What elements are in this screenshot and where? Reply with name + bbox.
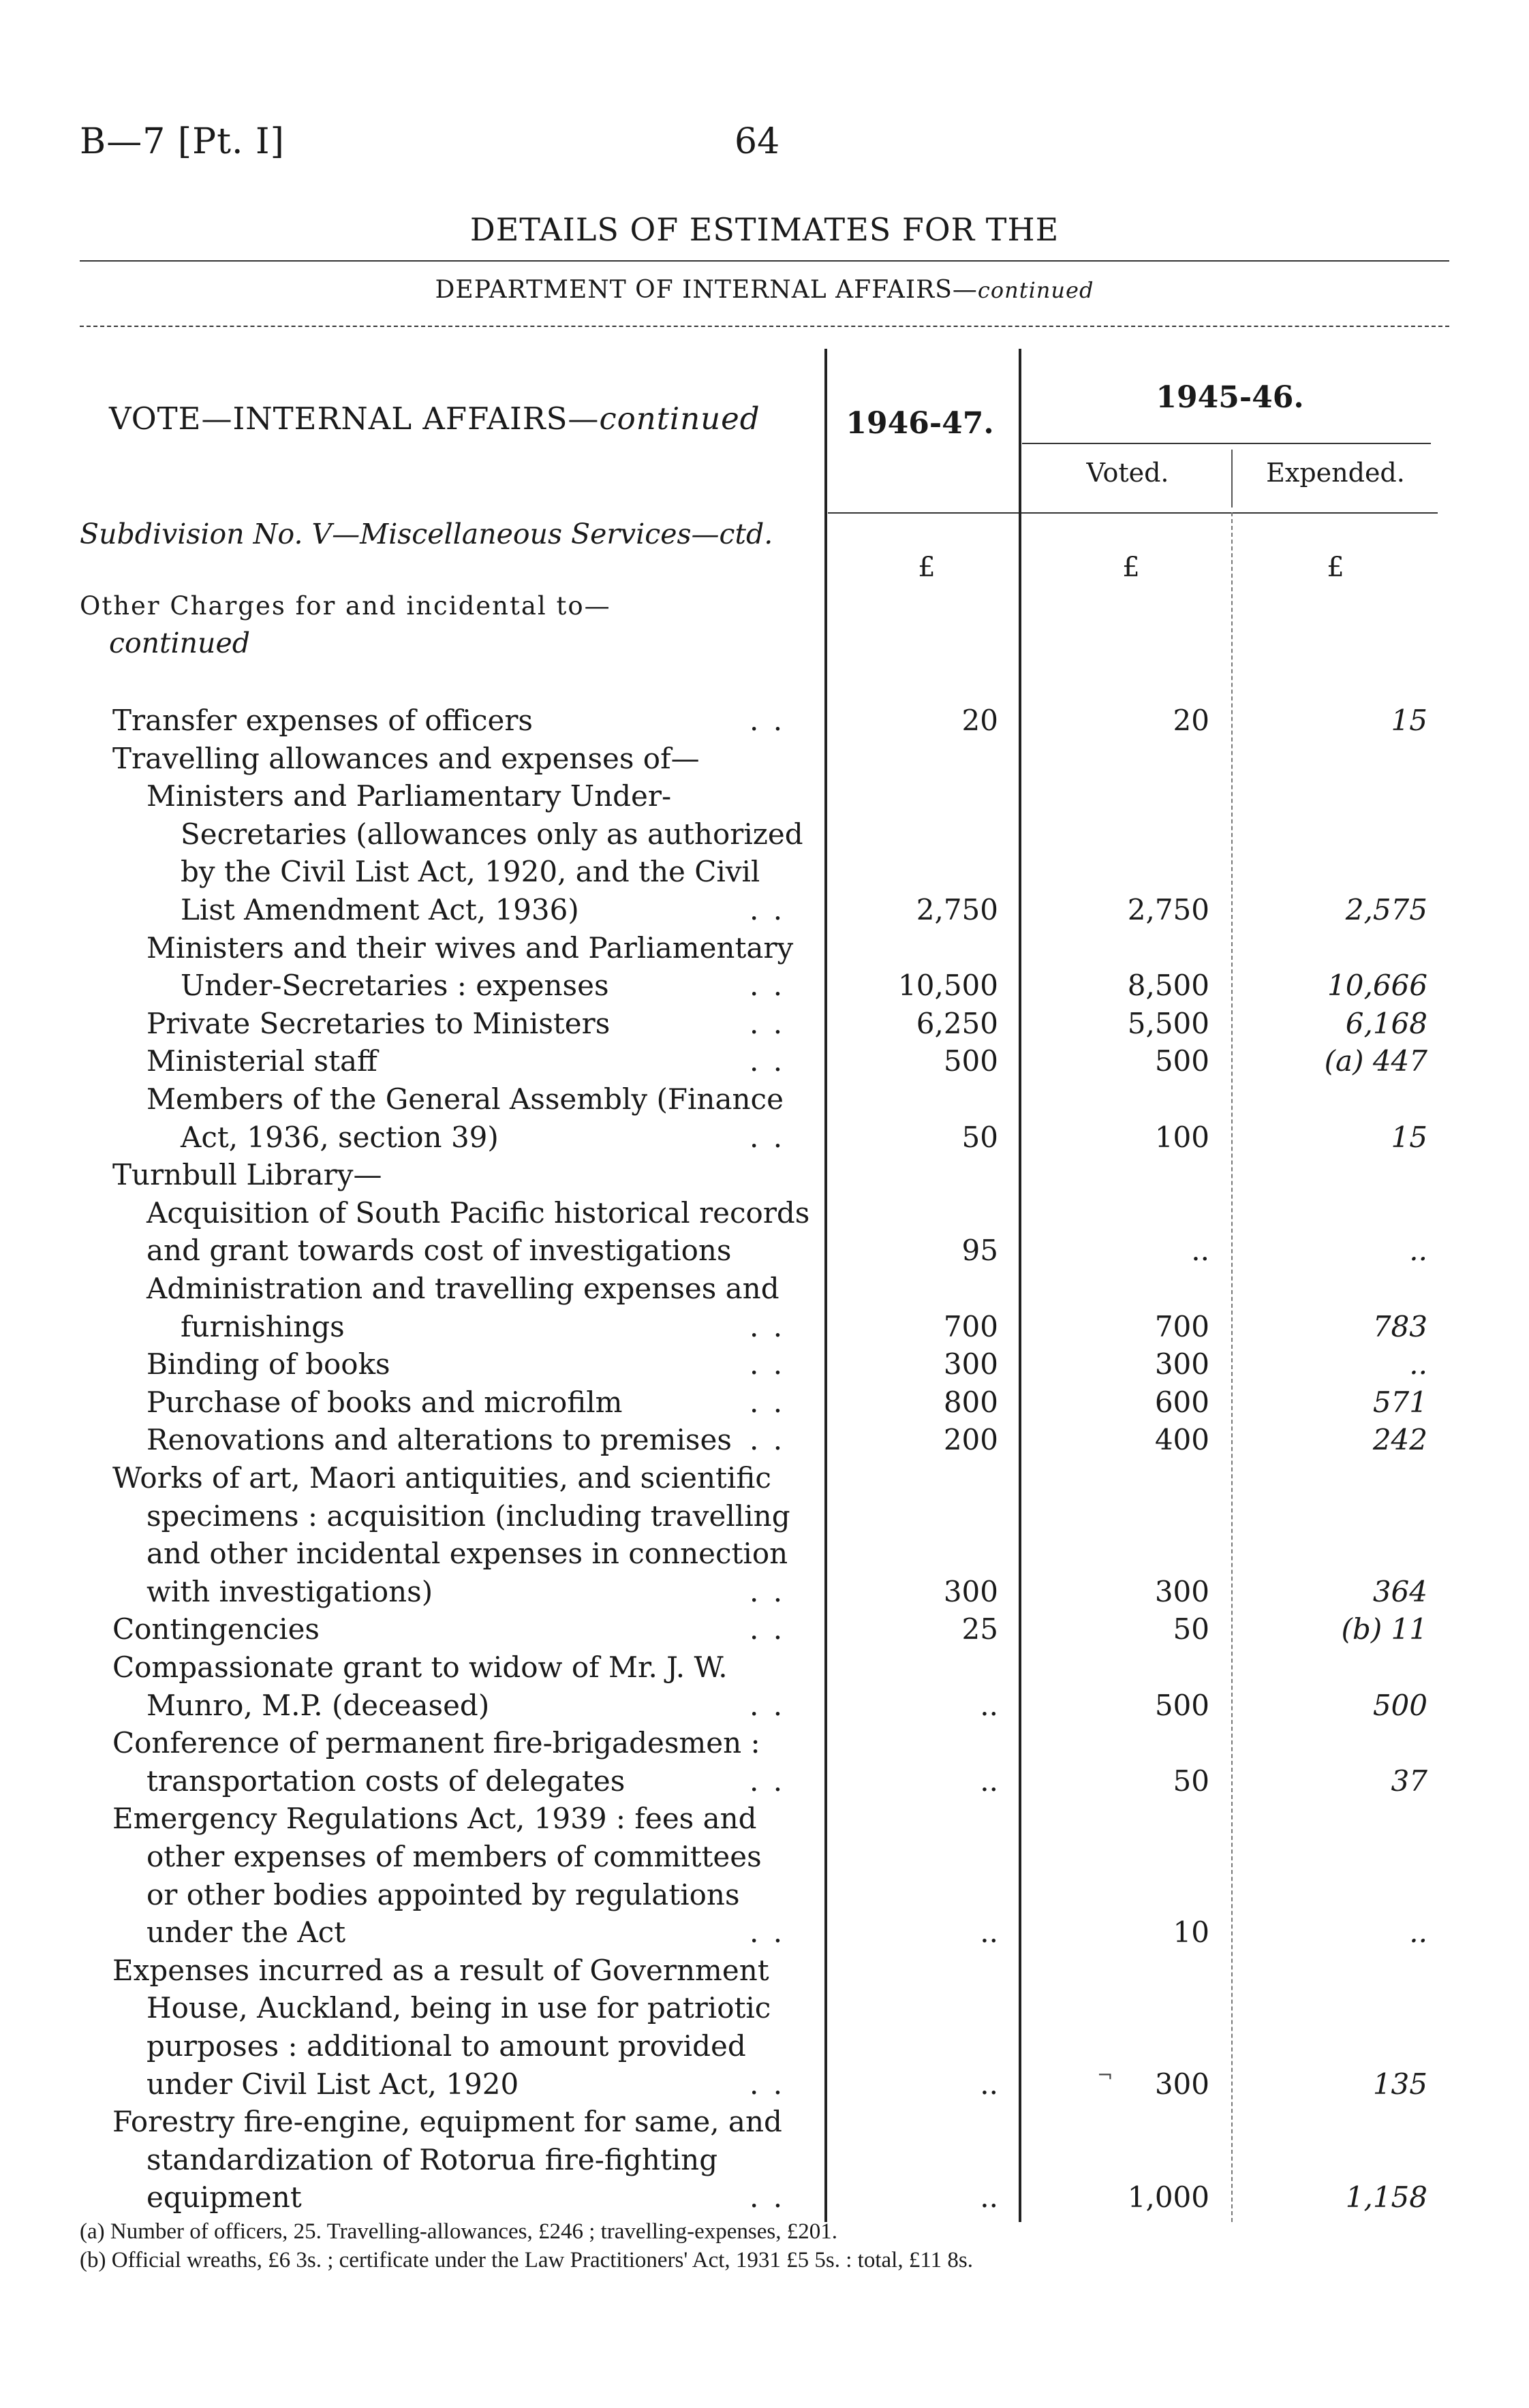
amount-1946-47: 700 bbox=[943, 1309, 998, 1343]
leader-dots: . . bbox=[750, 1574, 786, 1608]
estimate-line-text: Conference of permanent fire-brigadesmen : bbox=[112, 1726, 760, 1760]
estimate-line-text: Act, 1936, section 39) bbox=[181, 1120, 499, 1154]
estimate-line-text: Private Secretaries to Ministers bbox=[146, 1006, 611, 1040]
column-rule-3-head bbox=[1231, 450, 1233, 507]
amount-1945-46-voted: 300 bbox=[1154, 1347, 1209, 1381]
amount-1945-46-expended: (a) 447 bbox=[1324, 1044, 1427, 1078]
header-bottom-rule bbox=[828, 512, 1438, 514]
estimate-line-text: Secretaries (allowances only as authorized bbox=[181, 817, 803, 851]
leader-dots: . . bbox=[750, 1006, 786, 1040]
amount-1946-47: .. bbox=[980, 2067, 998, 2101]
amount-1945-46-voted: 400 bbox=[1154, 1423, 1209, 1457]
leader-dots: . . bbox=[750, 1612, 786, 1646]
leader-dots: . . bbox=[750, 1347, 786, 1381]
estimate-line-text: under Civil List Act, 1920 bbox=[146, 2067, 519, 2101]
amount-1945-46-expended: 15 bbox=[1391, 1120, 1427, 1154]
estimate-line-text: by the Civil List Act, 1920, and the Civil bbox=[181, 855, 760, 889]
currency-1946: £ bbox=[918, 552, 936, 583]
amount-1945-46-expended: 364 bbox=[1372, 1574, 1427, 1608]
leader-dots: . . bbox=[750, 1423, 786, 1457]
col-1945-46: 1945-46. bbox=[1156, 380, 1304, 415]
amount-1946-47: 200 bbox=[943, 1423, 998, 1457]
amount-1946-47: 6,250 bbox=[916, 1006, 998, 1040]
estimate-line-text: and grant towards cost of investigations bbox=[146, 1234, 732, 1268]
amount-1945-46-expended: 15 bbox=[1391, 704, 1427, 737]
amount-1946-47: 95 bbox=[961, 1234, 998, 1268]
report-reference: B—7 [Pt. I] bbox=[80, 121, 285, 162]
col-1946-47: 1946-47. bbox=[846, 406, 994, 441]
amount-1946-47: 50 bbox=[961, 1120, 998, 1154]
amount-1945-46-expended: (b) 11 bbox=[1341, 1612, 1427, 1646]
other-charges-continued: continued bbox=[109, 627, 250, 659]
amount-1945-46-voted: 700 bbox=[1154, 1309, 1209, 1343]
estimate-line-text: transportation costs of delegates bbox=[146, 1764, 626, 1798]
amount-1946-47: .. bbox=[980, 1916, 998, 1950]
amount-1945-46-voted: 1,000 bbox=[1127, 2180, 1209, 2215]
estimate-line-text: Ministerial staff bbox=[146, 1044, 377, 1078]
estimate-line-text: Emergency Regulations Act, 1939 : fees and bbox=[112, 1802, 757, 1836]
estimate-line-text: with investigations) bbox=[146, 1574, 433, 1608]
amount-1946-47: 500 bbox=[943, 1044, 998, 1078]
amount-1946-47: 800 bbox=[943, 1385, 998, 1419]
title-rule bbox=[80, 260, 1449, 262]
estimate-line-text: Travelling allowances and expenses of— bbox=[112, 741, 700, 775]
amount-1945-46-expended: .. bbox=[1409, 1916, 1427, 1950]
estimate-line-text: List Amendment Act, 1936) bbox=[181, 893, 579, 926]
amount-1945-46-expended: 783 bbox=[1372, 1309, 1427, 1343]
amount-1945-46-voted: 50 bbox=[1173, 1764, 1209, 1798]
amount-1945-46-voted: 100 bbox=[1154, 1120, 1209, 1154]
amount-1946-47: 300 bbox=[943, 1574, 998, 1608]
department-title bbox=[0, 276, 1529, 304]
estimate-line-text: Ministers and their wives and Parliamentary bbox=[146, 931, 794, 965]
amount-1945-46-voted: 8,500 bbox=[1127, 969, 1209, 1003]
page-title: DETAILS OF ESTIMATES FOR THE bbox=[469, 211, 1060, 248]
estimate-line-text: Purchase of books and microfilm bbox=[146, 1385, 623, 1419]
amount-1946-47: 20 bbox=[961, 704, 998, 737]
leader-dots: . . bbox=[750, 969, 786, 1003]
leader-dots: . . bbox=[750, 704, 786, 737]
estimate-line-text: Acquisition of South Pacific historical records bbox=[146, 1195, 810, 1230]
amount-1945-46-expended: 37 bbox=[1391, 1764, 1427, 1798]
vote-heading bbox=[109, 401, 760, 437]
col-voted: Voted. bbox=[1086, 458, 1169, 488]
estimate-line-text: Renovations and alterations to premises bbox=[146, 1423, 732, 1457]
estimate-line-text: Forestry fire-engine, equipment for same, and bbox=[112, 2105, 782, 2139]
amount-1945-46-voted: 300 bbox=[1154, 2067, 1209, 2101]
print-mark: ¬ bbox=[1097, 2064, 1113, 2086]
amount-1946-47: .. bbox=[980, 1764, 998, 1798]
amount-1946-47: 10,500 bbox=[898, 969, 998, 1003]
estimate-line-text: Administration and travelling expenses and bbox=[146, 1272, 779, 1305]
estimate-line-text: other expenses of members of committees bbox=[146, 1840, 762, 1873]
vote-heading-suffix: continued bbox=[599, 401, 760, 437]
column-rule-1 bbox=[824, 349, 827, 2222]
amount-1945-46-voted: 600 bbox=[1154, 1385, 1209, 1419]
currency-voted: £ bbox=[1122, 552, 1140, 583]
amount-1945-46-expended: 242 bbox=[1372, 1423, 1427, 1457]
leader-dots: . . bbox=[750, 2067, 786, 2101]
amount-1945-46-voted: 10 bbox=[1173, 1916, 1209, 1950]
subdivision-heading: Subdivision No. V—Miscellaneous Services—ctd. bbox=[80, 518, 773, 550]
estimate-line-text: Works of art, Maori antiquities, and scientific bbox=[112, 1461, 771, 1495]
estimate-line-text: under the Act bbox=[146, 1916, 346, 1950]
leader-dots: . . bbox=[750, 1764, 786, 1798]
estimate-line-text: Expenses incurred as a result of Government bbox=[112, 1953, 769, 1987]
page-number: 64 bbox=[735, 121, 780, 162]
amount-1945-46-expended: 1,158 bbox=[1345, 2180, 1427, 2215]
estimate-line-text: Transfer expenses of officers bbox=[112, 704, 533, 737]
estimate-line-text: Contingencies bbox=[112, 1612, 320, 1646]
amount-1946-47: 25 bbox=[961, 1612, 998, 1646]
amount-1945-46-voted: .. bbox=[1191, 1234, 1209, 1268]
amount-1946-47: .. bbox=[980, 1688, 998, 1722]
amount-1945-46-voted: 500 bbox=[1154, 1044, 1209, 1078]
estimate-line-text: Binding of books bbox=[146, 1347, 390, 1381]
leader-dots: . . bbox=[750, 2180, 786, 2215]
amount-1945-46-voted: 50 bbox=[1173, 1612, 1209, 1646]
department-title-main: DEPARTMENT OF INTERNAL AFFAIRS— bbox=[435, 276, 978, 304]
estimate-line-text: Ministers and Parliamentary Under- bbox=[146, 779, 672, 813]
leader-dots: . . bbox=[750, 893, 786, 926]
amount-1945-46-expended: 10,666 bbox=[1327, 969, 1427, 1003]
amount-1945-46-voted: 5,500 bbox=[1127, 1006, 1209, 1040]
estimate-line-text: Under-Secretaries : expenses bbox=[181, 969, 609, 1003]
estimate-line-text: Munro, M.P. (deceased) bbox=[146, 1688, 490, 1722]
leader-dots: . . bbox=[750, 1688, 786, 1722]
department-rule bbox=[80, 326, 1449, 327]
estimate-line-text: specimens : acquisition (including travelling bbox=[146, 1499, 790, 1533]
leader-dots: . . bbox=[750, 1385, 786, 1419]
col-1945-rule bbox=[1022, 443, 1431, 444]
currency-expended: £ bbox=[1327, 552, 1344, 583]
amount-1945-46-expended: .. bbox=[1409, 1347, 1427, 1381]
amount-1946-47: 2,750 bbox=[916, 893, 998, 926]
leader-dots: . . bbox=[750, 1044, 786, 1078]
leader-dots: . . bbox=[750, 1309, 786, 1343]
amount-1946-47: 300 bbox=[943, 1347, 998, 1381]
amount-1945-46-expended: 571 bbox=[1372, 1385, 1427, 1419]
estimate-line-text: Turnbull Library— bbox=[112, 1158, 382, 1192]
column-rule-2 bbox=[1019, 349, 1021, 2222]
column-rule-3 bbox=[1231, 512, 1233, 2222]
amount-1945-46-voted: 2,750 bbox=[1127, 893, 1209, 926]
amount-1945-46-voted: 500 bbox=[1154, 1688, 1209, 1722]
estimate-line-text: purposes : additional to amount provided bbox=[146, 2029, 746, 2063]
footnote-b: (b) Official wreaths, £6 3s. ; certificate under the Law Practitioners' Act, 1931 £5 5s. : total, £11 8s. bbox=[80, 2248, 973, 2272]
footnote-a: (a) Number of officers, 25. Travelling-allowances, £246 ; travelling-expenses, £201. bbox=[80, 2219, 837, 2244]
leader-dots: . . bbox=[750, 1916, 786, 1950]
estimate-line-text: and other incidental expenses in connection bbox=[146, 1537, 788, 1571]
amount-1945-46-expended: 135 bbox=[1372, 2067, 1427, 2101]
amount-1945-46-voted: 20 bbox=[1173, 704, 1209, 737]
other-charges-heading: Other Charges for and incidental to— bbox=[80, 591, 611, 621]
amount-1945-46-expended: .. bbox=[1409, 1234, 1427, 1268]
estimate-line-text: Compassionate grant to widow of Mr. J. W. bbox=[112, 1651, 728, 1684]
leader-dots: . . bbox=[750, 1120, 786, 1154]
estimate-line-text: House, Auckland, being in use for patriotic bbox=[146, 1991, 771, 2025]
amount-1945-46-expended: 500 bbox=[1372, 1688, 1427, 1722]
col-expended: Expended. bbox=[1266, 458, 1405, 488]
vote-heading-main: VOTE—INTERNAL AFFAIRS— bbox=[109, 401, 600, 437]
estimate-line-text: equipment bbox=[146, 2180, 302, 2215]
estimate-line-text: or other bodies appointed by regulations bbox=[146, 1877, 740, 1911]
estimate-line-text: Members of the General Assembly (Finance bbox=[146, 1082, 784, 1116]
amount-1946-47: .. bbox=[980, 2180, 998, 2215]
estimate-line-text: standardization of Rotorua fire-fighting bbox=[146, 2142, 718, 2176]
estimate-line-text: furnishings bbox=[181, 1309, 345, 1343]
amount-1945-46-voted: 300 bbox=[1154, 1574, 1209, 1608]
amount-1945-46-expended: 2,575 bbox=[1345, 893, 1427, 926]
department-title-suffix: continued bbox=[977, 277, 1094, 303]
amount-1945-46-expended: 6,168 bbox=[1345, 1006, 1427, 1040]
